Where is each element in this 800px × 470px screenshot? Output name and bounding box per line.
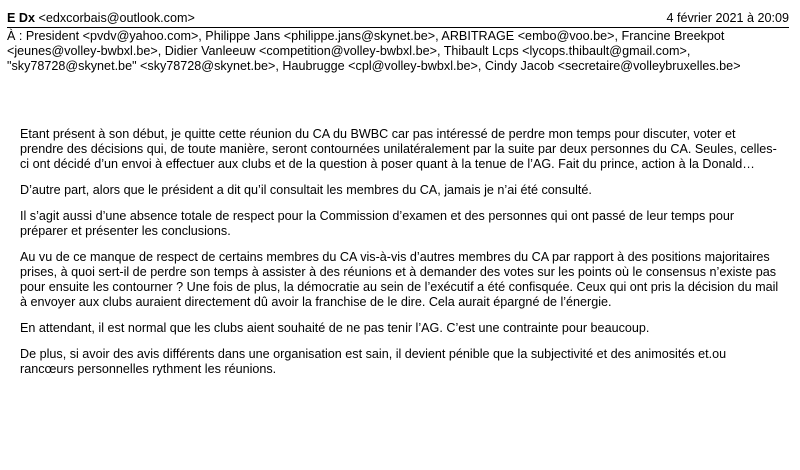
sent-date: 4 février 2021 à 20:09	[666, 11, 789, 25]
body-paragraph: Etant présent à son début, je quitte cette réunion du CA du BWBC car pas intéressé de perdre mon temps pour discuter, voter et prendre des décisions qui, de toute manière, seront contournées unilatéralement par la suite par deux personnes du CA. Seules, celles-ci ont décidé d’un envoi à effectuer aux clubs et de la question à poser quant à la tenue de l’AG. Fait du prince, action à la Donald…	[20, 127, 777, 171]
sender-row	[7, 11, 789, 26]
body-paragraph: Au vu de ce manque de respect de certains membres du CA vis-à-vis d’autres membres du CA par rapport à des positions majoritaires prises, à quoi sert-il de perdre son temps à assister à des réunions et à demander des votes sur les points où le consensus n’existe pas pour ensuite les contourner ? Une fois de plus, la démocratie au sein de l’exécutif a été confisquée. Ceux qui ont pris la décision du mail à envoyer aux clubs auraient directement dû avoir la franchise de le dire. Cela aurait épargné de l’énergie.	[20, 250, 779, 309]
sender-email[interactable]: <edxcorbais@outlook.com>	[38, 11, 195, 25]
recipients-list[interactable]: President <pvdv@yahoo.com>, Philippe Jans <philippe.jans@skynet.be>, ARBITRAGE <embo@voo.be>, Francine Breekpot <jeunes@volley-bwbxl.be>, Didier Vanleeuw <competition@volley-bwbxl.be>, Thibault Lcps <lycops.thibault@gmail.com>, "sky78728@skynet.be" <sky78728@skynet.be>, Haubrugge <cpl@volley-bwbxl.be>, Cindy Jacob <secretaire@volleybruxelles.be>	[7, 29, 741, 73]
email-body	[20, 127, 780, 388]
email-header	[7, 11, 789, 74]
body-paragraph: De plus, si avoir des avis différents dans une organisation est sain, il devient pénible que la subjectivité et des animosités et.ou rancœurs personnelles rythment les réunions.	[20, 347, 727, 376]
recipients-block	[7, 29, 789, 74]
sender-name: E Dx	[7, 11, 35, 25]
body-paragraph: En attendant, il est normal que les clubs aient souhaité de ne pas tenir l’AG. C’est une contrainte pour beaucoup.	[20, 321, 650, 335]
header-divider	[7, 27, 789, 28]
body-paragraph: Il s’agit aussi d’une absence totale de respect pour la Commission d’examen et des personnes qui ont passé de leur temps pour préparer et présenter les conclusions.	[20, 209, 735, 238]
body-paragraph: D’autre part, alors que le président a dit qu’il consultait les membres du CA, jamais je n’ai été consulté.	[20, 183, 592, 197]
to-label: À :	[7, 29, 23, 43]
